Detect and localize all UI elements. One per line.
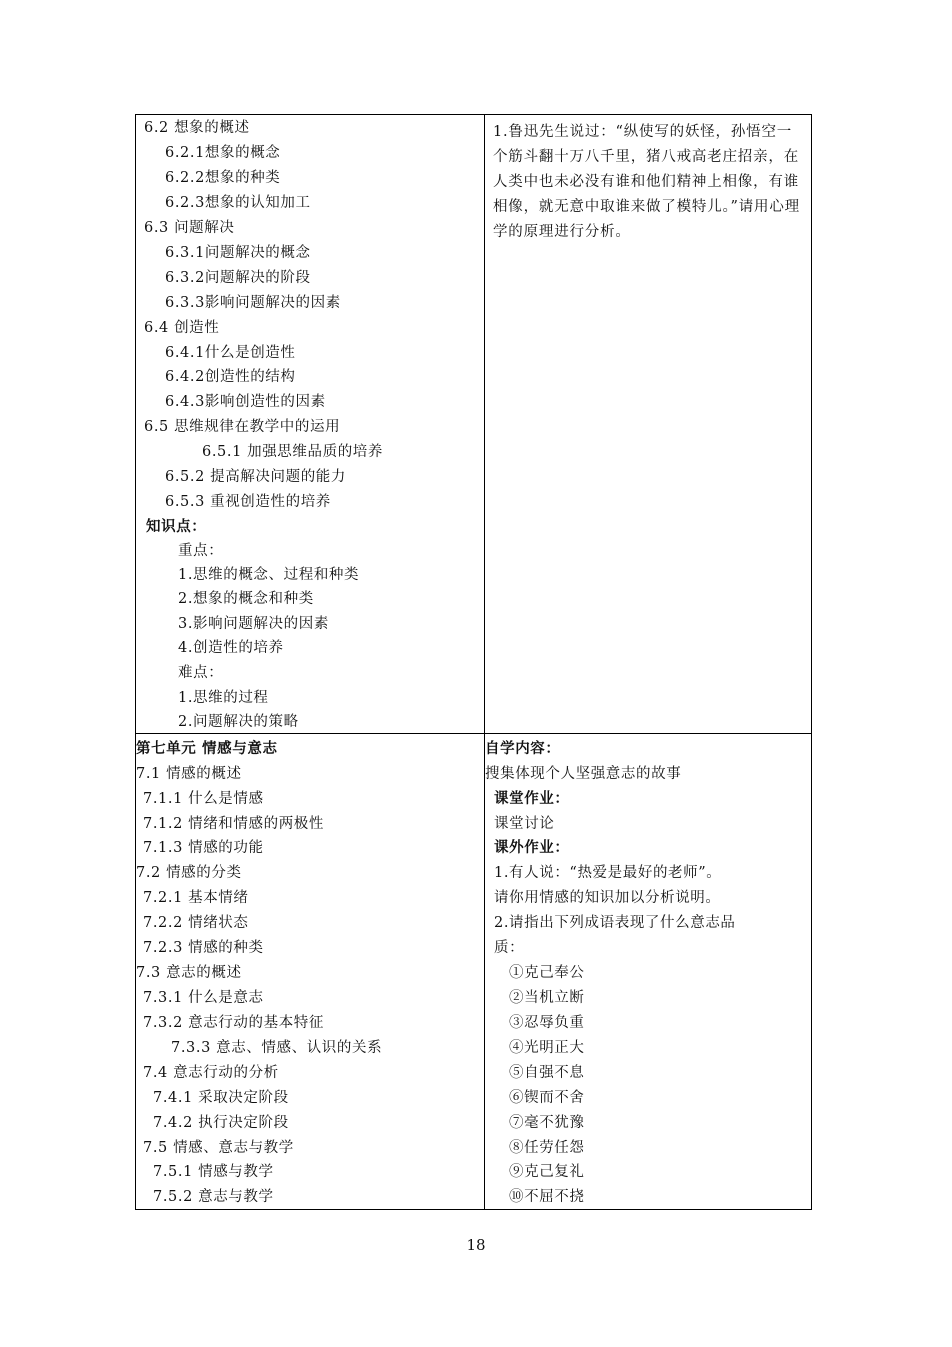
outline-line: 6.3.2问题解决的阶段 [165,270,311,286]
outline-line: 7.1.2 情绪和情感的两极性 [143,816,325,832]
idiom-item: ⑤自强不息 [509,1065,585,1081]
outline-line: 7.5.2 意志与教学 [153,1189,274,1205]
outline-line: 6.4 创造性 [144,320,220,336]
idiom-item: ⑩不屈不挠 [509,1189,585,1205]
outline-line: 6.2.1想象的概念 [165,145,281,161]
idiom-item: ①克己奉公 [509,965,585,981]
key-point-item: 3.影响问题解决的因素 [178,616,329,632]
outline-line: 6.4.1什么是创造性 [165,345,296,361]
column-divider [484,115,485,1209]
outline-line: 7.2.2 情绪状态 [143,915,249,931]
key-points-label: 重点： [178,543,224,559]
outline-line: 6.3.3影响问题解决的因素 [165,295,341,311]
outline-line: 6.2.3想象的认知加工 [165,195,311,211]
knowledge-points-heading: 知识点： [146,518,207,535]
classwork-content: 课堂讨论 [494,816,555,832]
outline-line: 6.5.2 提高解决问题的能力 [165,469,347,485]
outline-line: 6.3 问题解决 [144,220,235,236]
page-number: 18 [466,1236,486,1254]
outline-line: 7.4.1 采取决定阶段 [153,1090,289,1106]
outline-line: 7.1 情感的概述 [136,766,242,782]
key-point-item: 1.思维的概念、过程和种类 [178,567,360,583]
outline-line: 6.5.3 重视创造性的培养 [165,494,331,510]
upper-right-assignment: 1.鲁迅先生说过：“纵使写的妖怪，孙悟空一个筋斗翻十万八千里，猪八戒高老庄招亲，在人类中也未必没有谁和他们精神上相像，有谁相像，就无意中取谁来做了模特儿。”请用心理学的原理进行分析。 [493,124,800,240]
self-study-heading: 自学内容： [485,740,561,757]
difficult-point-item: 1.思维的过程 [178,690,269,706]
difficult-points-label: 难点： [178,665,224,681]
classwork-heading: 课堂作业： [494,790,570,807]
outline-line: 7.2.1 基本情绪 [143,890,249,906]
outline-line: 7.3 意志的概述 [136,965,242,981]
outline-line: 6.4.2创造性的结构 [165,369,296,385]
homework-line: 2.请指出下列成语表现了什么意志品 [494,915,736,931]
outline-line: 7.3.3 意志、情感、认识的关系 [171,1040,383,1056]
unit-title: 第七单元 情感与意志 [136,740,278,757]
outline-line: 7.3.2 意志行动的基本特征 [143,1015,325,1031]
idiom-item: ④光明正大 [509,1040,585,1056]
idiom-item: ⑦毫不犹豫 [509,1115,585,1131]
idiom-item: ⑥锲而不舍 [509,1090,585,1106]
homework-heading: 课外作业： [494,839,570,856]
outline-line: 7.4 意志行动的分析 [143,1065,279,1081]
outline-line: 7.1.3 情感的功能 [143,840,264,856]
homework-line: 质： [494,940,525,956]
outline-line: 7.5.1 情感与教学 [153,1164,274,1180]
difficult-point-item: 2.问题解决的策略 [178,714,299,730]
idiom-item: ⑧任劳任怨 [509,1140,585,1156]
idiom-item: ③忍辱负重 [509,1015,585,1031]
self-study-content: 搜集体现个人坚强意志的故事 [485,766,682,782]
outline-line: 6.3.1问题解决的概念 [165,245,311,261]
key-point-item: 4.创造性的培养 [178,640,284,656]
course-outline-table [135,114,812,1210]
outline-line: 7.1.1 什么是情感 [143,791,264,807]
outline-line: 7.5 情感、意志与教学 [143,1140,294,1156]
idiom-item: ⑨克己复礼 [509,1164,585,1180]
homework-line: 请你用情感的知识加以分析说明。 [494,890,721,906]
homework-line: 1.有人说：“热爱是最好的老师”。 [494,865,722,881]
outline-line: 6.4.3影响创造性的因素 [165,394,326,410]
outline-line: 7.4.2 执行决定阶段 [153,1115,289,1131]
key-point-item: 2.想象的概念和种类 [178,591,314,607]
outline-line: 7.2.3 情感的种类 [143,940,264,956]
outline-line: 7.2 情感的分类 [136,865,242,881]
outline-line: 6.2.2想象的种类 [165,170,281,186]
idiom-item: ②当机立断 [509,990,585,1006]
outline-line: 6.5 思维规律在教学中的运用 [144,419,341,435]
row-divider [136,733,811,734]
outline-line: 6.5.1 加强思维品质的培养 [202,444,384,460]
outline-line: 6.2 想象的概述 [144,120,250,136]
outline-line: 7.3.1 什么是意志 [143,990,264,1006]
